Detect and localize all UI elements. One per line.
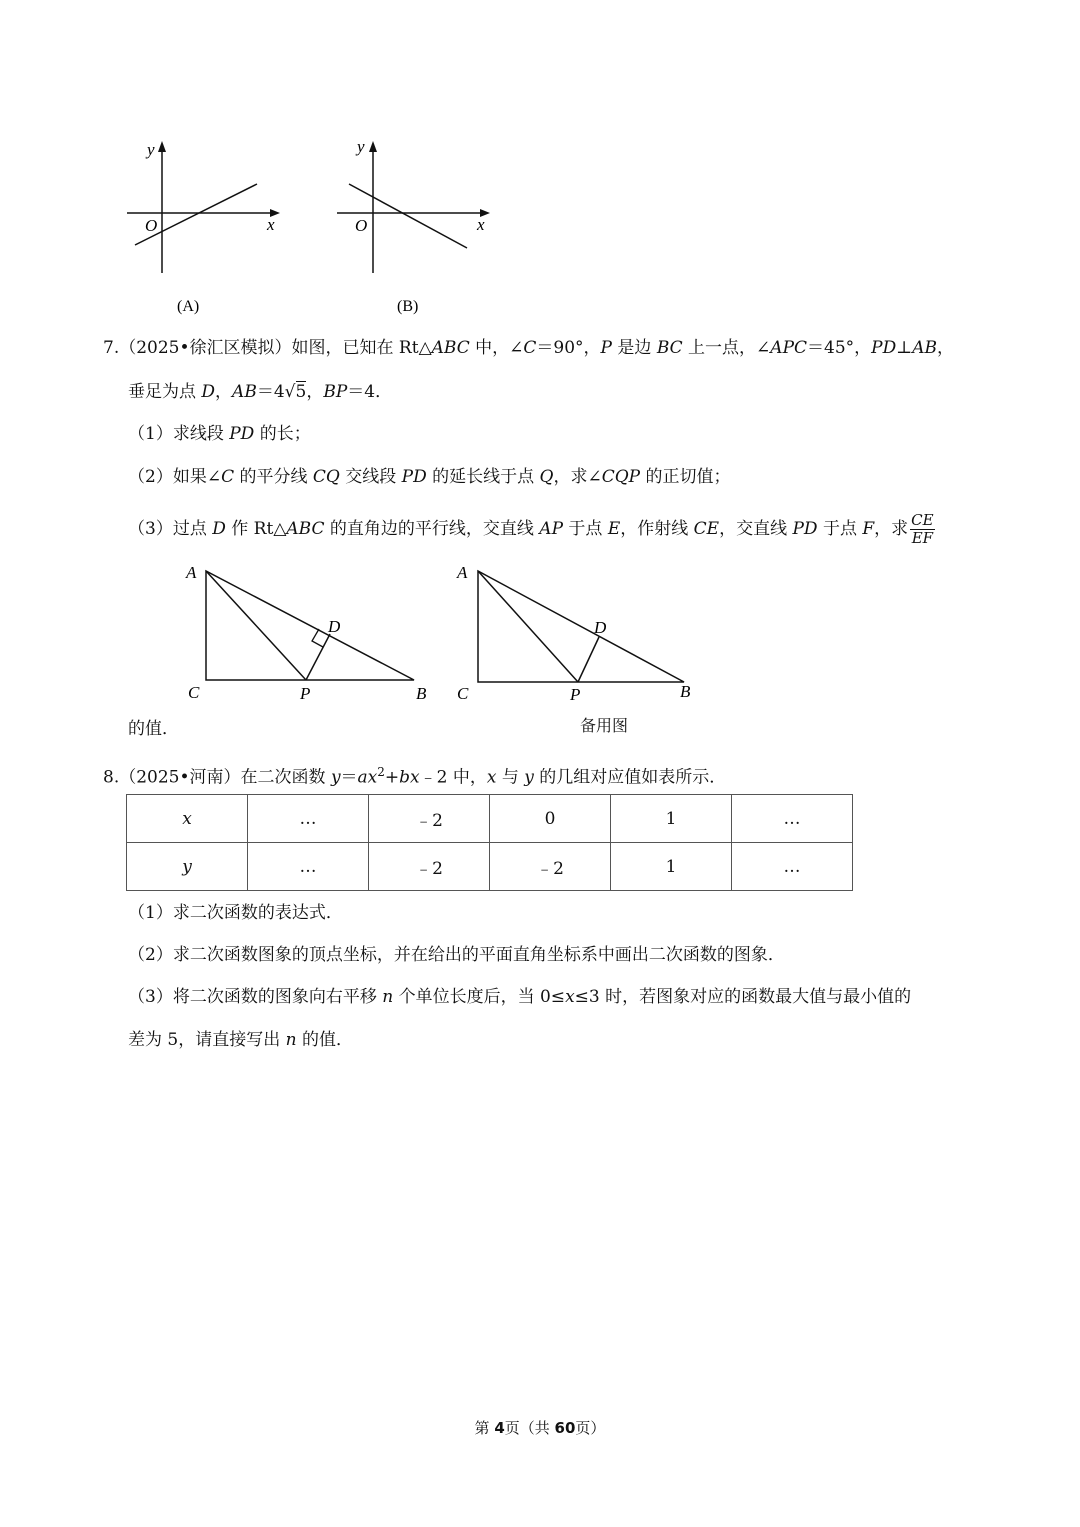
table-cell: ﹣2 (369, 843, 490, 891)
q7-text: BP (323, 382, 348, 402)
footer-page-total: 60 (554, 1419, 576, 1437)
q7-source: （2025•徐汇区模拟） (119, 338, 292, 358)
q7-text: 的长； (254, 424, 311, 444)
q7-text: 是边 (612, 338, 657, 358)
q7-text: Q (539, 467, 554, 487)
sqrt-radicand: 5 (295, 382, 307, 402)
graph-b-y-arrow-icon (369, 141, 377, 152)
segment-pd (306, 634, 330, 680)
q7-text: 如图，已知在 Rt△ (291, 338, 432, 358)
footer-text: 页（共 (504, 1419, 555, 1437)
q7-text: P (600, 338, 612, 358)
q8-text: 个单位长度后，当 0≤ (393, 987, 566, 1007)
q7-text: ，求 (874, 519, 909, 539)
table-cell: 1 (611, 843, 732, 891)
table-cell: 0 (490, 795, 611, 843)
label-d-backup: D (594, 618, 607, 637)
q8-text: ﹣2 中， (419, 767, 487, 788)
graph-b-origin-label: O (355, 216, 368, 235)
q7-text: （3）过点 (128, 519, 213, 539)
q7-text: C (523, 338, 537, 358)
fraction-numerator: CE (911, 511, 934, 529)
q7-part-2 (128, 465, 731, 489)
graph-b-caption: (B) (397, 298, 419, 315)
q7-number: 7. (103, 338, 120, 358)
graph-a-y-label: y (147, 140, 155, 159)
table-cell: … (248, 795, 369, 843)
q7-part-3 (128, 512, 935, 547)
q8-part-2: （2）求二次函数图象的顶点坐标，并在给出的平面直角坐标系中画出二次函数的图象． (128, 945, 785, 965)
q8-text: ≤3 时，若图象对应的函数最大值与最小值的 (574, 987, 912, 1007)
graph-a (115, 135, 295, 315)
q7-text: D (201, 382, 216, 402)
sqrt-icon: √ (284, 382, 296, 402)
q7-text: （1）求线段 (128, 424, 230, 444)
q8-number: 8. (103, 767, 120, 788)
q7-text: ABC (431, 338, 470, 358)
q7-text: 中，∠ (469, 338, 524, 358)
q7-text: ，作射线 (620, 519, 694, 539)
q7-text: ，交直线 (719, 519, 793, 539)
graph-a-caption: (A) (177, 298, 200, 315)
table-cell: 1 (611, 795, 732, 843)
q7-text: 的直角边的平行线，交直线 (324, 519, 540, 539)
label-c: C (188, 683, 200, 702)
q8-text: 的几组对应值如表所示． (533, 767, 727, 788)
q7-text: ， (937, 338, 955, 358)
q8-text: n (285, 1030, 297, 1050)
q8-text: y (330, 767, 341, 788)
table-row (127, 795, 853, 843)
label-b: B (416, 684, 427, 703)
q7-text: PD (229, 424, 255, 444)
label-p-backup: P (570, 685, 581, 704)
q7-text: ， (215, 382, 233, 402)
footer-text: 页） (575, 1419, 606, 1437)
values-table (126, 794, 853, 891)
q7-text: C (221, 467, 235, 487)
q8-line-1 (103, 760, 726, 790)
fraction-ce-ef (910, 512, 934, 547)
footer-page-number: 4 (494, 1419, 505, 1437)
q7-text: PD (401, 467, 427, 487)
q7-text: CQP (601, 467, 641, 487)
q7-text: ，求∠ (553, 467, 602, 487)
q7-text: PD (792, 519, 818, 539)
q7-line-2 (128, 380, 392, 404)
q7-text: AB (232, 382, 257, 402)
graph-b-y-label: y (357, 137, 365, 156)
q7-text: ⊥ (896, 338, 913, 358)
table-cell: y (127, 843, 248, 891)
q8-superscript: 2 (377, 765, 385, 779)
q7-text: 于点 (817, 519, 863, 539)
q7-text: BC (656, 338, 683, 358)
q8-text: bx (399, 767, 420, 788)
q7-text: PD (871, 338, 897, 358)
graph-b (325, 135, 505, 315)
triangle-figure-1 (180, 558, 440, 708)
table-cell: … (732, 843, 853, 891)
q8-text: ＝ (340, 767, 358, 788)
label-d: D (328, 617, 341, 636)
triangle-figure-2 (450, 558, 710, 708)
q7-text: CQ (312, 467, 340, 487)
q8-part-1: （1）求二次函数的表达式． (128, 903, 343, 923)
q8-part-3-cont (128, 1028, 353, 1052)
q8-text: 的值． (296, 1030, 353, 1050)
graph-a-y-arrow-icon (158, 141, 166, 152)
q8-text: 与 (496, 767, 525, 788)
q7-part-1 (128, 422, 311, 446)
q8-text: n (382, 987, 394, 1007)
q7-text: 交线段 (339, 467, 402, 487)
triangle-abc (206, 571, 414, 680)
q8-source: （2025•河南） (119, 767, 241, 788)
q7-text: 的延长线于点 (426, 467, 540, 487)
triangle-abc-backup (478, 571, 684, 682)
footer-text: 第 (474, 1419, 495, 1437)
q8-text: y (524, 767, 534, 788)
label-a-backup: A (457, 563, 468, 582)
q7-text: F (862, 519, 875, 539)
q7-text: D (212, 519, 226, 539)
label-b-backup: B (680, 682, 691, 701)
q7-text: APC (770, 338, 808, 358)
page-footer (0, 1417, 1080, 1438)
q8-text: ax (357, 767, 378, 788)
backup-figure-caption: 备用图 (580, 716, 629, 735)
q8-text: x (486, 767, 497, 788)
q8-text: x (565, 987, 575, 1007)
q7-text: 的正切值； (640, 467, 731, 487)
q7-text: ABC (286, 519, 325, 539)
table-cell: ﹣2 (490, 843, 611, 891)
q8-text: （3）将二次函数的图象向右平移 (128, 987, 383, 1007)
graph-a-line (135, 184, 257, 245)
label-a: A (186, 563, 197, 582)
q7-text: 于点 (563, 519, 608, 539)
table-cell: ﹣2 (369, 795, 490, 843)
segment-ap-backup (478, 571, 578, 682)
q7-text: 垂足为点 (128, 382, 202, 402)
fraction-denominator: EF (911, 529, 934, 547)
graph-a-origin-label: O (145, 216, 158, 235)
q7-text: E (607, 519, 621, 539)
q7-text: AB (912, 338, 938, 358)
table-row (127, 843, 853, 891)
table-cell: … (732, 795, 853, 843)
graph-a-x-label: x (267, 215, 275, 234)
q7-text: CE (693, 519, 720, 539)
q7-text: ＝90°， (536, 338, 601, 358)
q7-text: ＝4 (256, 382, 285, 402)
q7-end: 的值． (128, 719, 179, 739)
q7-text: ＝4． (347, 382, 393, 402)
table-cell: x (127, 795, 248, 843)
label-p: P (300, 684, 311, 703)
q8-text: + (384, 767, 400, 788)
q7-text: 作 Rt△ (225, 519, 287, 539)
q8-part-3 (128, 985, 911, 1009)
q8-text: 差为 5，请直接写出 (128, 1030, 286, 1050)
graph-b-x-label: x (477, 215, 485, 234)
segment-ap (206, 571, 306, 680)
q7-line-1 (103, 336, 954, 360)
q7-text: ＝45°， (807, 338, 872, 358)
q7-text: AP (539, 519, 564, 539)
q7-text: 上一点，∠ (682, 338, 771, 358)
q7-text: ， (306, 382, 324, 402)
label-c-backup: C (457, 684, 469, 703)
table-cell: … (248, 843, 369, 891)
q7-text: 的平分线 (234, 467, 313, 487)
segment-pd-backup (578, 637, 599, 682)
q8-text: 在二次函数 (240, 767, 331, 788)
q7-text: （2）如果∠ (128, 467, 222, 487)
